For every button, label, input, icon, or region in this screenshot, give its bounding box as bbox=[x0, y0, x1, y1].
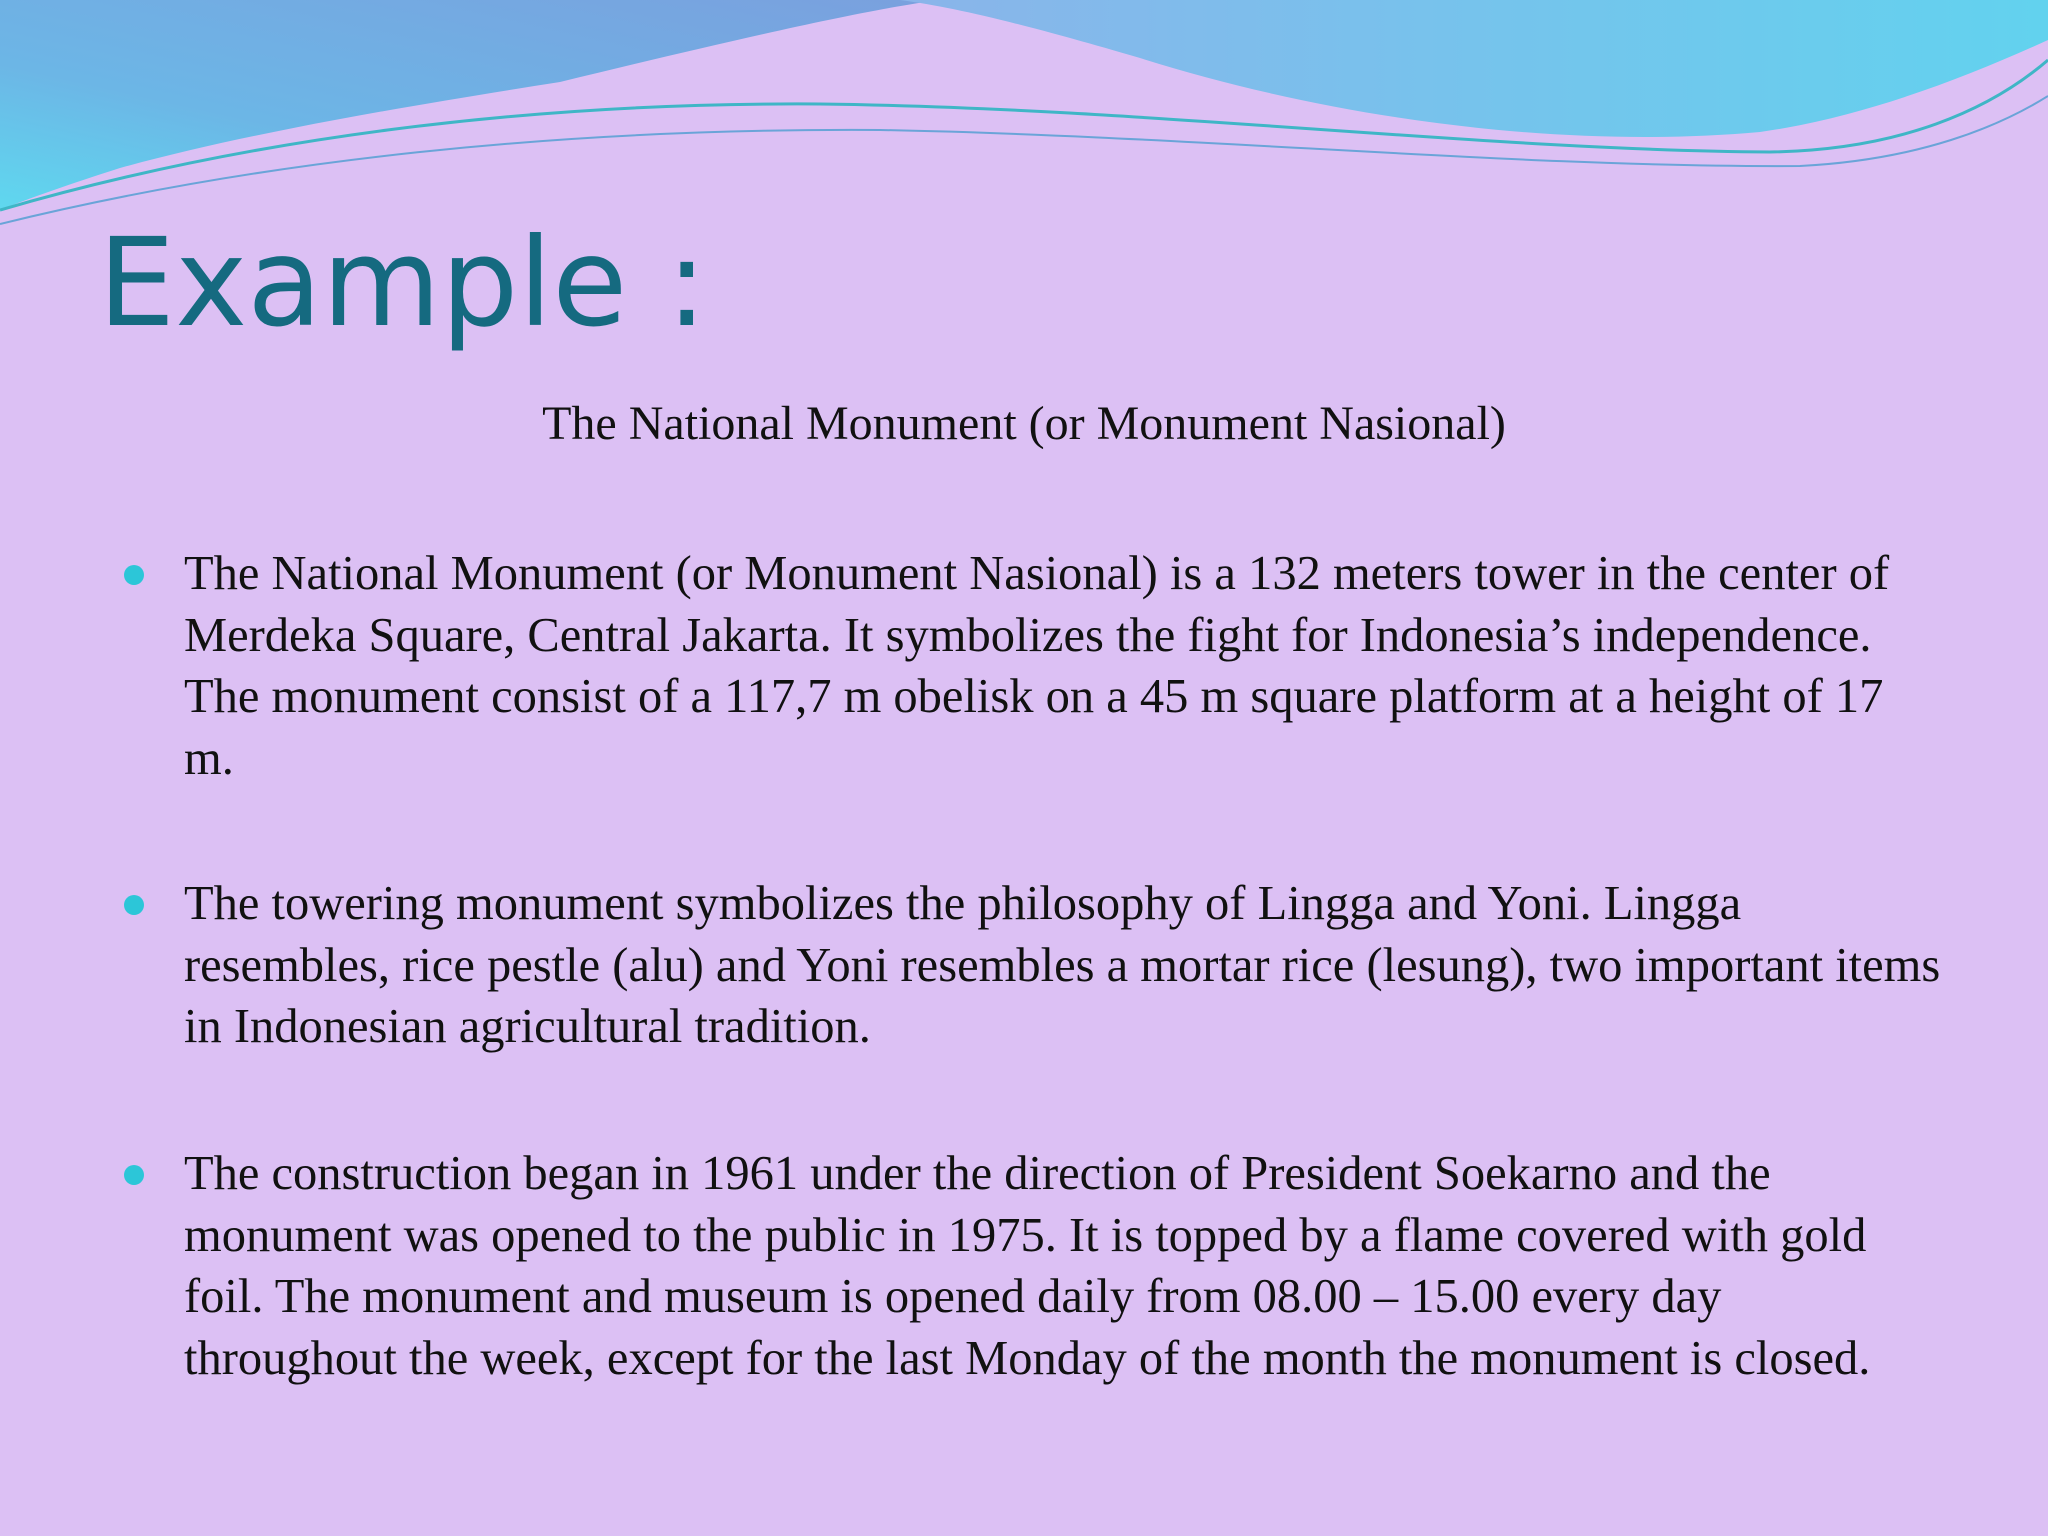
slide-title: Example : bbox=[98, 212, 708, 354]
bullet-text: The construction began in 1961 under the direction of President Soekarno and the monument was opened to the public in 1975. It is topped by a flame covered with gold foil. The monument and museum is opened daily from 08.00 – 15.00 every day throughout the week, except for the last Monday of the month the monument is closed. bbox=[184, 1147, 1871, 1385]
bullet-dot-icon bbox=[124, 1165, 144, 1185]
bullet-text: The towering monument symbolizes the philosophy of Lingga and Yoni. Lingga resembles, rice pestle (alu) and Yoni resembles a mortar rice (lesung), two important items in Indonesian agricultural tradition. bbox=[184, 877, 1941, 1053]
bullet-dot-icon bbox=[124, 895, 144, 915]
bullet-text: The National Monument (or Monument Nasional) is a 132 meters tower in the center of Merdeka Square, Central Jakarta. It symbolizes the fight for Indonesia’s independence. The monument consist of a 117,7 m obelisk on a 45 m square platform at a height of 17 m. bbox=[184, 547, 1890, 785]
bullet-dot-icon bbox=[124, 565, 144, 585]
bullet-item bbox=[184, 543, 1944, 789]
bullet-item bbox=[184, 873, 1944, 1058]
slide-subtitle: The National Monument (or Monument Nasional) bbox=[542, 397, 1506, 450]
bullet-item bbox=[184, 1143, 1944, 1389]
